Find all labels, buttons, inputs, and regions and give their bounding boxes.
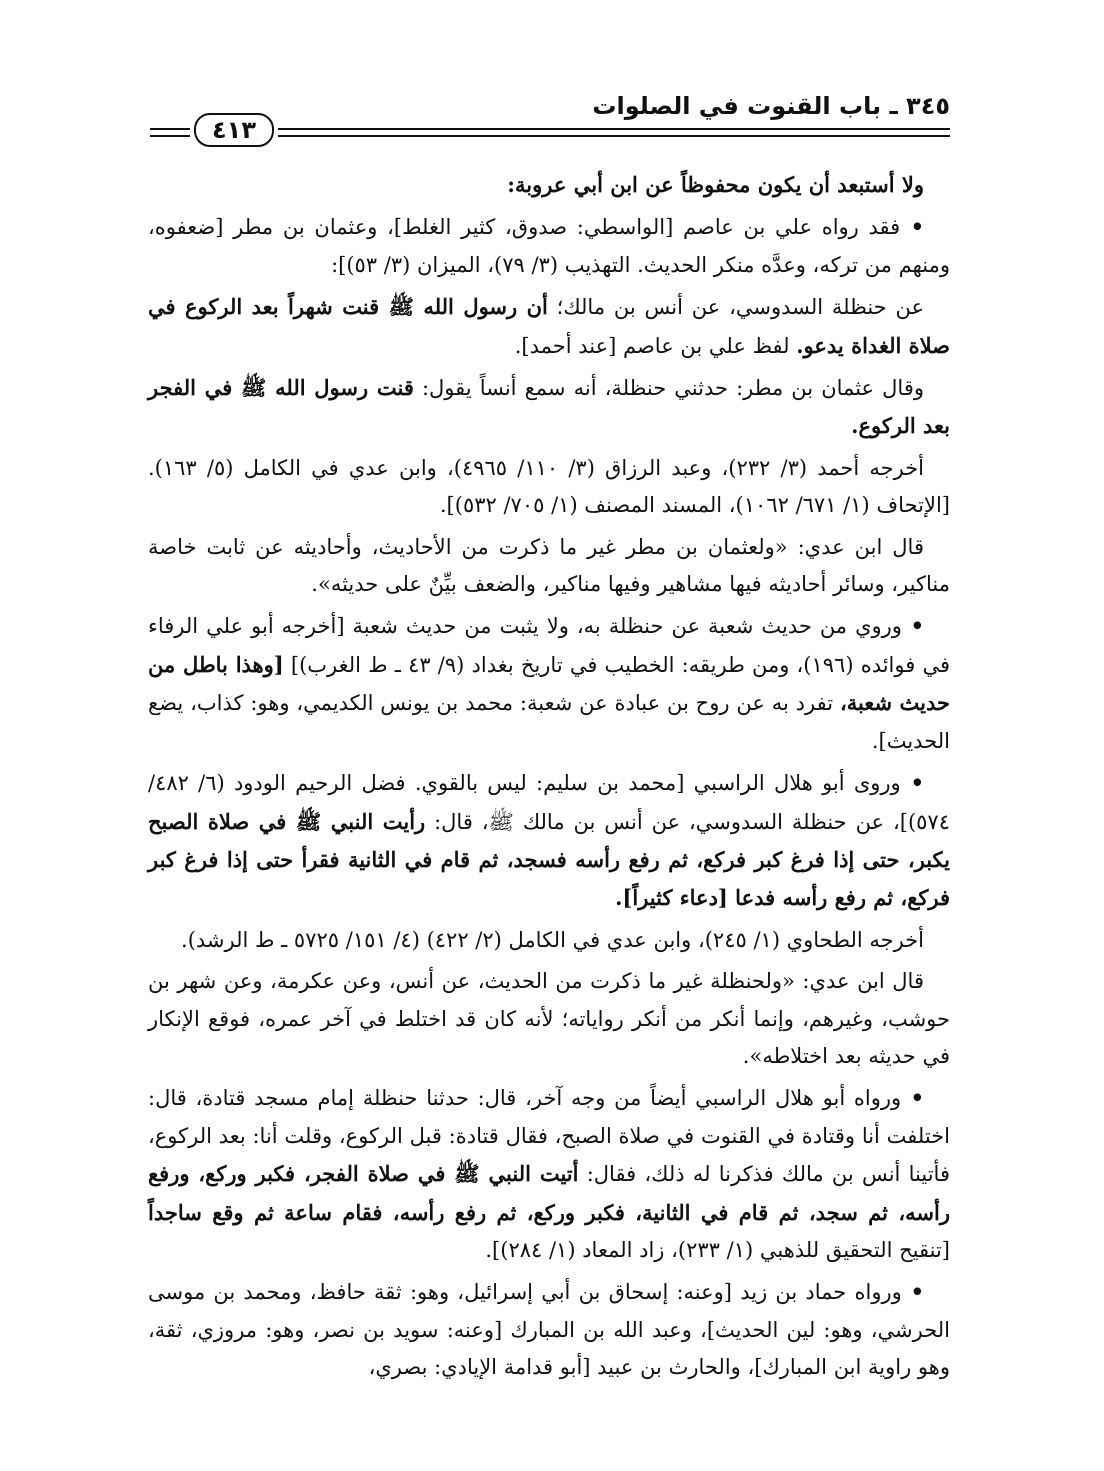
bold-text-segment: أن رسول الله ﷺ قنت شهراً بعد الركوع في صلاة الغداة يدعو. <box>148 294 950 358</box>
text-segment: أخرجه الطحاوي (١/ ٢٤٥)، وابن عدي في الكامل (٢/ ٤٢٢) (٤/ ١٥١/ ٥٧٢٥ ـ ط الرشد). <box>181 927 924 952</box>
bold-text-segment: رأيت النبي ﷺ في صلاة الصبح يكبر، حتى إذا فرغ كبر فركع، ثم رفع رأسه فسجد، ثم قام في الثانية فقرأ حتى إذا فرغ كبر فركع، ثم رفع رأسه فدعا [دعاء كثيراً]. <box>148 808 950 911</box>
page-body <box>148 166 950 1391</box>
bold-text-segment: أتيت النبي ﷺ في صلاة الفجر، فكبر وركع، ورفع رأسه، ثم سجد، ثم قام في الثانية، فكبر وركع، ثم رفع رأسه، فقام ساعة ثم وقع ساجداً <box>148 1161 950 1225</box>
paragraph <box>148 922 950 959</box>
bullet-icon: • <box>900 770 924 796</box>
text-segment: وروى أبو هلال الراسبي [محمد بن سليم: ليس بالقوي. فضل الرحيم الودود (٦/ ٤٨٢/ ٥٧٤)]، عن حنظلة السدوسي، عن أنس بن مالك ﷺ، قال: <box>148 771 950 834</box>
paragraph <box>148 208 950 284</box>
paragraph <box>148 963 950 1075</box>
paragraph <box>148 369 950 446</box>
header-rule-left <box>150 128 190 137</box>
bold-text-segment: قنت رسول الله ﷺ في الفجر بعد الركوع. <box>148 375 950 439</box>
paragraph <box>148 288 950 365</box>
text-segment: قال ابن عدي: «ولعثمان بن مطر غير ما ذكرت من الأحاديث، وأحاديثه عن ثابت خاصة مناكير، وسائر أحاديثه فيها مشاهير وفيها مناكير، والضعف بيِّنٌ على حديثه». <box>148 534 950 597</box>
text-segment: لفظ علي بن عاصم [عند أحمد]. <box>514 333 797 358</box>
paragraph <box>148 607 950 760</box>
text-segment: أخرجه أحمد (٣/ ٢٣٢)، وعبد الرزاق (٣/ ١١٠/ ٤٩٦٥)، وابن عدي في الكامل (٥/ ١٦٣). [الإتحاف (١/ ٦٧١/ ١٠٦٢)، المسند المصنف (١/ ٧٠٥/ ٥٣٢)]. <box>148 455 950 518</box>
text-segment: [تنقيح التحقيق للذهبي (١/ ٢٣٣)، زاد المعاد (١/ ٢٨٤)]. <box>485 1237 950 1262</box>
text-segment: تفرد به عن روح بن عبادة عن شعبة: محمد بن يونس الكديمي، وهو: كذاب، يضع الحديث]. <box>148 691 950 753</box>
paragraph <box>148 529 950 604</box>
text-segment: قال ابن عدي: «ولحنظلة غير ما ذكرت من الحديث، عن أنس، وعن عكرمة، وعن شهر بن حوشب، وغيرهم، وإنما أنكر من أنكر رواياته؛ لأنه كان قد اختلط في آخر عمره، فوقع الإنكار في حديثه بعد اختلاطه». <box>148 969 950 1068</box>
text-segment: وروي من حديث شعبة عن حنظلة به، ولا يثبت من حديث شعبة [أخرجه أبو علي الرفاء في فوائده (١٩٦)، ومن طريقه: الخطيب في تاريخ بغداد (٩/ ٤٣ ـ ط الغرب)] <box>148 614 950 677</box>
chapter-title: ٣٤٥ ـ باب القنوت في الصلوات <box>592 92 950 120</box>
bold-text-segment: ولا أستبعد أن يكون محفوظاً عن ابن أبي عروبة: <box>507 172 924 197</box>
text-segment: فقد رواه علي بن عاصم [الواسطي: صدوق، كثير الغلط]، وعثمان بن مطر [ضعفوه، ومنهم من تركه، وعدَّه منكر الحديث. التهذيب (٣/ ٧٩)، الميزان (٣/ ٥٣)]: <box>148 215 950 277</box>
text-segment: عن حنظلة السدوسي، عن أنس بن مالك؛ <box>547 295 924 320</box>
bullet-icon: • <box>901 1085 924 1111</box>
paragraph <box>148 450 950 525</box>
page-number: ٤١٣ <box>194 113 274 147</box>
paragraph <box>148 166 950 204</box>
header-rule-right <box>278 128 950 137</box>
text-segment: ورواه حماد بن زيد [وعنه: إسحاق بن أبي إسرائيل، وهو: ثقة حافظ، ومحمد بن موسى الحرشي، وهو: لين الحديث]، وعبد الله بن المبارك [وعنه: سويد بن نصر، وهو: مروزي، ثقة، وهو راوية ابن المبارك]، والحارث بن عبيد [أبو قدامة الإيادي: بصري، <box>148 1280 950 1380</box>
bullet-icon: • <box>901 613 925 639</box>
bullet-icon: • <box>900 214 924 240</box>
text-segment: وقال عثمان بن مطر: حدثني حنظلة، أنه سمع أنساً يقول: <box>413 376 924 401</box>
text-segment: ورواه أبو هلال الراسبي أيضاً من وجه آخر، قال: حدثنا حنظلة إمام مسجد قتادة، قال: اختلفت أنا وقتادة في القنوت في صلاة الصبح، فقال قتادة: قبل الركوع، وقلت أنا: بعد الركوع، فأتينا أنس بن مالك فذكرنا له ذلك، فقال: <box>148 1086 950 1187</box>
paragraph <box>148 1079 950 1269</box>
paragraph <box>148 764 950 918</box>
paragraph <box>148 1273 950 1386</box>
bold-text-segment: [وهذا باطل من حديث شعبة، <box>148 651 950 716</box>
page-header <box>150 92 950 152</box>
bullet-icon: • <box>901 1279 925 1305</box>
